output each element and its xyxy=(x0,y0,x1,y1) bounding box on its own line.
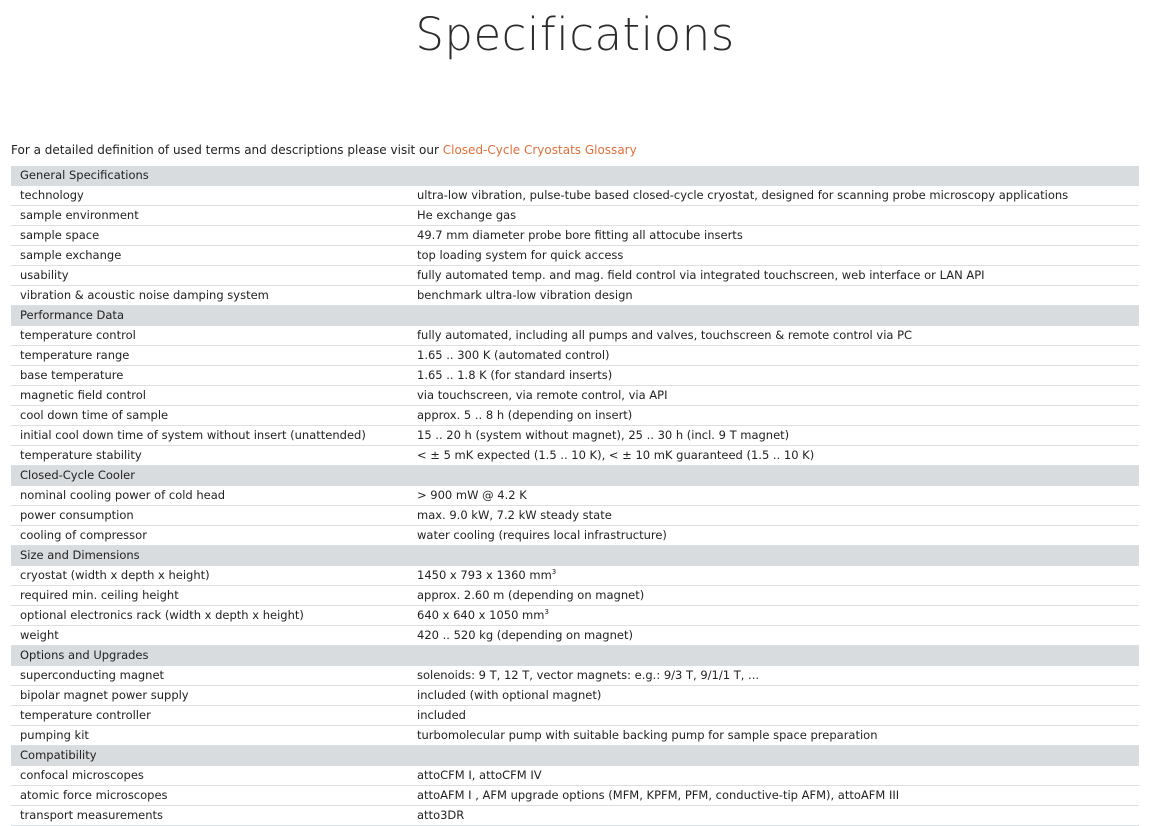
table-row xyxy=(11,786,1139,806)
spec-value-text: > 900 mW @ 4.2 K xyxy=(417,488,527,502)
table-row xyxy=(11,726,1139,746)
spec-value xyxy=(408,486,1139,506)
spec-value xyxy=(408,526,1139,546)
spec-label: temperature range xyxy=(11,346,408,366)
spec-value-text: < ± 5 mK expected (1.5 .. 10 K), < ± 10 mK guaranteed (1.5 .. 10 K) xyxy=(417,448,815,462)
spec-value-text: 1.65 .. 300 K (automated control) xyxy=(417,348,610,362)
spec-value-text: 49.7 mm diameter probe bore fitting all attocube inserts xyxy=(417,228,743,242)
spec-label: pumping kit xyxy=(11,726,408,746)
spec-label: cool down time of sample xyxy=(11,406,408,426)
section-heading: Performance Data xyxy=(11,306,1139,326)
table-row xyxy=(11,286,1139,306)
glossary-link[interactable]: Closed-Cycle Cryostats Glossary xyxy=(442,143,637,157)
spec-value xyxy=(408,186,1139,206)
table-row xyxy=(11,346,1139,366)
spec-value-text: benchmark ultra-low vibration design xyxy=(417,288,633,302)
spec-value xyxy=(408,806,1139,826)
table-row xyxy=(11,386,1139,406)
table-row xyxy=(11,326,1139,346)
spec-value xyxy=(408,566,1139,586)
table-row xyxy=(11,666,1139,686)
spec-label: transport measurements xyxy=(11,806,408,826)
section-heading: Options and Upgrades xyxy=(11,646,1139,666)
spec-value xyxy=(408,586,1139,606)
spec-label: temperature control xyxy=(11,326,408,346)
spec-value xyxy=(408,666,1139,686)
section-header-row xyxy=(11,546,1139,566)
spec-value-text: water cooling (requires local infrastructure) xyxy=(417,528,667,542)
table-row xyxy=(11,446,1139,466)
table-row xyxy=(11,486,1139,506)
section-header-row xyxy=(11,166,1139,186)
spec-label: base temperature xyxy=(11,366,408,386)
spec-value-text: attoAFM I , AFM upgrade options (MFM, KPFM, PFM, conductive-tip AFM), attoAFM III xyxy=(417,788,900,802)
spec-value xyxy=(408,626,1139,646)
spec-value xyxy=(408,246,1139,266)
spec-value xyxy=(408,606,1139,626)
section-heading: General Specifications xyxy=(11,166,1139,186)
section-heading: Compatibility xyxy=(11,746,1139,766)
table-row xyxy=(11,426,1139,446)
spec-value-text: top loading system for quick access xyxy=(417,248,624,262)
spec-value-text: 15 .. 20 h (system without magnet), 25 .. 30 h (incl. 9 T magnet) xyxy=(417,428,790,442)
spec-value-text: ultra-low vibration, pulse-tube based closed-cycle cryostat, designed for scanning probe microscopy applications xyxy=(417,188,1069,202)
spec-value-text: He exchange gas xyxy=(417,208,517,222)
spec-label: cryostat (width x depth x height) xyxy=(11,566,408,586)
section-header-row xyxy=(11,746,1139,766)
table-row xyxy=(11,626,1139,646)
spec-value-text: fully automated, including all pumps and valves, touchscreen & remote control via PC xyxy=(417,328,913,342)
spec-label: temperature stability xyxy=(11,446,408,466)
spec-label: superconducting magnet xyxy=(11,666,408,686)
spec-value-text: solenoids: 9 T, 12 T, vector magnets: e.g.: 9/3 T, 9/1/1 T, ... xyxy=(417,668,760,682)
unit-exponent: 3 xyxy=(551,568,557,576)
table-row xyxy=(11,206,1139,226)
spec-value xyxy=(408,226,1139,246)
spec-value xyxy=(408,346,1139,366)
spec-label: sample space xyxy=(11,226,408,246)
spec-value-text: 1450 x 793 x 1360 mm xyxy=(417,568,552,582)
spec-value xyxy=(408,406,1139,426)
section-header-row xyxy=(11,306,1139,326)
table-row xyxy=(11,366,1139,386)
spec-value-text: atto3DR xyxy=(417,808,465,822)
spec-value-text: turbomolecular pump with suitable backing pump for sample space preparation xyxy=(417,728,878,742)
spec-label: atomic force microscopes xyxy=(11,786,408,806)
section-header-row xyxy=(11,646,1139,666)
spec-value-text: approx. 2.60 m (depending on magnet) xyxy=(417,588,645,602)
table-row xyxy=(11,586,1139,606)
spec-label: bipolar magnet power supply xyxy=(11,686,408,706)
page-title: Specifications xyxy=(415,8,735,61)
unit-exponent: 3 xyxy=(544,608,549,616)
spec-value-text: via touchscreen, via remote control, via API xyxy=(417,388,668,402)
spec-value-text: attoCFM I, attoCFM IV xyxy=(417,768,542,782)
spec-value xyxy=(408,706,1139,726)
spec-label: temperature controller xyxy=(11,706,408,726)
spec-value xyxy=(408,786,1139,806)
table-row xyxy=(11,246,1139,266)
spec-value xyxy=(408,206,1139,226)
spec-label: initial cool down time of system without insert (unattended) xyxy=(11,426,408,446)
spec-value xyxy=(408,266,1139,286)
spec-value xyxy=(408,426,1139,446)
glossary-intro xyxy=(11,141,637,159)
table-row xyxy=(11,806,1139,826)
table-row xyxy=(11,226,1139,246)
spec-label: cooling of compressor xyxy=(11,526,408,546)
spec-value-text: fully automated temp. and mag. field control via integrated touchscreen, web interface or LAN API xyxy=(417,268,985,282)
table-row xyxy=(11,406,1139,426)
spec-label: vibration & acoustic noise damping system xyxy=(11,286,408,306)
spec-value-text: approx. 5 .. 8 h (depending on insert) xyxy=(417,408,633,422)
spec-value-text: 420 .. 520 kg (depending on magnet) xyxy=(417,628,633,642)
spec-label: nominal cooling power of cold head xyxy=(11,486,408,506)
specifications-table-body xyxy=(11,166,1139,826)
table-row xyxy=(11,566,1139,586)
spec-label: confocal microscopes xyxy=(11,766,408,786)
section-header-row xyxy=(11,466,1139,486)
table-row xyxy=(11,266,1139,286)
table-row xyxy=(11,686,1139,706)
spec-value-text: included xyxy=(417,708,466,722)
table-row xyxy=(11,766,1139,786)
spec-value-text: 640 x 640 x 1050 mm xyxy=(417,608,545,622)
spec-label: usability xyxy=(11,266,408,286)
section-heading: Closed-Cycle Cooler xyxy=(11,466,1139,486)
spec-value xyxy=(408,326,1139,346)
table-row xyxy=(11,606,1139,626)
specifications-table xyxy=(11,166,1139,826)
spec-value xyxy=(408,506,1139,526)
table-row xyxy=(11,526,1139,546)
spec-label: power consumption xyxy=(11,506,408,526)
spec-label: magnetic field control xyxy=(11,386,408,406)
spec-value-text: included (with optional magnet) xyxy=(417,688,602,702)
spec-value-text: max. 9.0 kW, 7.2 kW steady state xyxy=(417,508,612,522)
table-row xyxy=(11,186,1139,206)
spec-label: technology xyxy=(11,186,408,206)
spec-label: sample environment xyxy=(11,206,408,226)
spec-label: sample exchange xyxy=(11,246,408,266)
spec-label: optional electronics rack (width x depth x height) xyxy=(11,606,408,626)
spec-value xyxy=(408,386,1139,406)
spec-value xyxy=(408,726,1139,746)
spec-label: required min. ceiling height xyxy=(11,586,408,606)
spec-value xyxy=(408,286,1139,306)
section-heading: Size and Dimensions xyxy=(11,546,1139,566)
spec-label: weight xyxy=(11,626,408,646)
spec-value xyxy=(408,366,1139,386)
spec-value xyxy=(408,446,1139,466)
spec-value-text: 1.65 .. 1.8 K (for standard inserts) xyxy=(417,368,613,382)
spec-value xyxy=(408,686,1139,706)
table-row xyxy=(11,706,1139,726)
spec-value xyxy=(408,766,1139,786)
glossary-intro-text: For a detailed definition of used terms and descriptions please visit our xyxy=(11,143,443,157)
table-row xyxy=(11,506,1139,526)
